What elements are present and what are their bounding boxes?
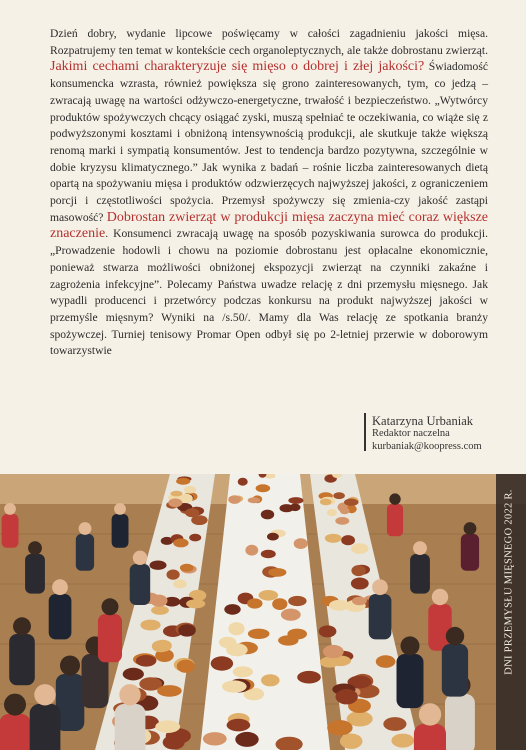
food-plate [320,499,332,506]
food-plate [154,640,172,652]
food-plate [391,734,414,748]
food-plate [235,732,258,747]
food-plate [261,674,280,686]
food-plate [184,486,196,494]
food-plate [327,720,352,735]
text-intro: Dzień dobry, wydanie lipcowe poświęcamy w całości zagadnieniu jakości mięsa. Rozpatrujemy ten temat w kontekście cech organoleptycznych, ale także dobrostanu zwierząt. [50,27,488,57]
food-plate [151,595,168,607]
food-plate [297,671,321,684]
food-plate [351,578,369,590]
editor-name: Katarzyna Urbaniak [372,414,473,428]
food-plate [233,666,253,677]
editor-role: Redaktor naczelna [372,428,450,439]
food-plate [261,510,274,520]
food-plate [171,491,183,497]
food-plate [224,604,240,615]
editor-email[interactable]: kurbaniak@koopress.com [372,440,482,452]
highlight-welfare: Dobrostan zwierząt w produkcji mięsa zaczyna mieć coraz większe znaczenie [50,209,488,242]
food-plate [136,655,157,667]
food-plate [288,497,303,504]
food-plate [168,498,182,507]
food-plate [163,735,185,749]
highlight-question: Jakimi cechami charakteryzuje się mięso o dobrej i złej jakości? [50,59,425,75]
food-plate [189,534,201,542]
text-closing: . Konsumenci zwracają uwagę na sposób pozyskiwania surowca do produkcji. „Prowadzenie hodowli i chowu na poziomie dobrostanu jest opłacalne ekonomicznie, ponieważ stwarza możliwości obniżonej ekspozycji zwierząt na czynniki zakaźne i zagrożenia infekcyjne”. Polecamy Państwa uwadze relację z dni przemysłu mięsnego. Jak wypadli producenci i przetwórcy podczas konkursu na produkt najwyższej jakości w przemyśle mięsnym? Wyniki na /s.50/. Mamy dla Was relację ze spotkania branży spożywczej. Turniej tenisowy Promar Open odbył się po 2-letniej przerwie w doborowym towarzystwie [50,227,488,358]
food-plate [267,533,279,541]
food-plate [351,565,365,576]
food-plate [228,495,241,504]
food-plate [173,538,188,547]
side-caption: DNI PRZEMYSŁU MIĘSNEGO 2022 R. [503,489,515,675]
food-plate [180,564,194,572]
food-plate [288,596,306,606]
text-body: Świadomość konsumencka wzrasta, również powiększa się grono zainteresowanych, tym, co jedzą – zwracają uwagę na wartości odżywczo-energetyczne, trwałość i bezpieczeństwo. „Wytwórcy produktów spożywczych chcący osiągać zyski, muszą spełniać te oczekiwania, co wiąże się z podwyższonymi kosztami i obniżoną intensywnością produkcji, ale skutkuje także większą renomą marki i sympatią konsumentów. Jest to tendencja bardzo pozytywna, szczególnie w dobie kryzysu klimatycznego.” Jak wynika z badań – rośnie liczba zainteresowanych dietą opartą na spożywaniu mięsa i produktów odzwierzęcych najwyższej jakości, z ograniczeniem porcji i częstotliwości spożycia. Przemysł spożywczy się zmienia-czy jakość zastąpi masowość? [50,60,488,224]
food-plate [376,655,396,668]
food-plate [177,660,195,673]
food-plate [176,478,190,485]
food-plate [259,590,279,601]
food-plate [268,568,286,577]
food-plate [248,629,270,639]
food-plate [173,579,187,588]
food-plate [281,609,301,621]
food-plate [287,629,307,640]
food-plate [238,478,248,486]
signature-divider [364,413,366,451]
food-plate [228,622,244,635]
food-plate [157,685,182,697]
food-plate [256,484,271,492]
food-plate [294,538,308,549]
food-plate [344,499,358,506]
food-plate [185,508,199,517]
food-plate [383,717,406,731]
banquet-photo [0,474,526,750]
food-plate [203,732,227,745]
food-plate [335,517,349,525]
food-plate [261,550,276,558]
food-plate [123,668,144,681]
food-plate [341,535,355,545]
banquet-photo-drawing [0,474,526,750]
food-plate [352,597,367,606]
food-plate [178,624,196,636]
food-plate [319,625,337,637]
food-plate [325,534,342,543]
food-plate [226,643,248,656]
food-plate [211,656,233,670]
food-plate [151,606,169,615]
editorial-paragraph [50,26,488,360]
food-plate [222,680,247,692]
signature-block [372,414,482,453]
food-plate [323,645,344,658]
food-plate [248,497,260,503]
food-plate [140,620,160,631]
food-plate [340,734,363,749]
side-caption-container [496,462,522,702]
food-plate [227,719,251,732]
food-plate [333,492,345,499]
editorial-text [50,26,488,360]
food-plate [351,543,369,554]
food-plate [327,509,337,516]
food-plate [336,689,358,704]
food-plate [155,720,180,733]
food-plate [245,545,258,556]
food-plate [340,508,350,515]
food-plate [167,570,180,580]
food-plate [247,598,262,608]
food-plate [150,561,167,570]
food-plate [280,504,294,512]
food-plate [272,598,287,610]
food-plate [186,599,205,608]
